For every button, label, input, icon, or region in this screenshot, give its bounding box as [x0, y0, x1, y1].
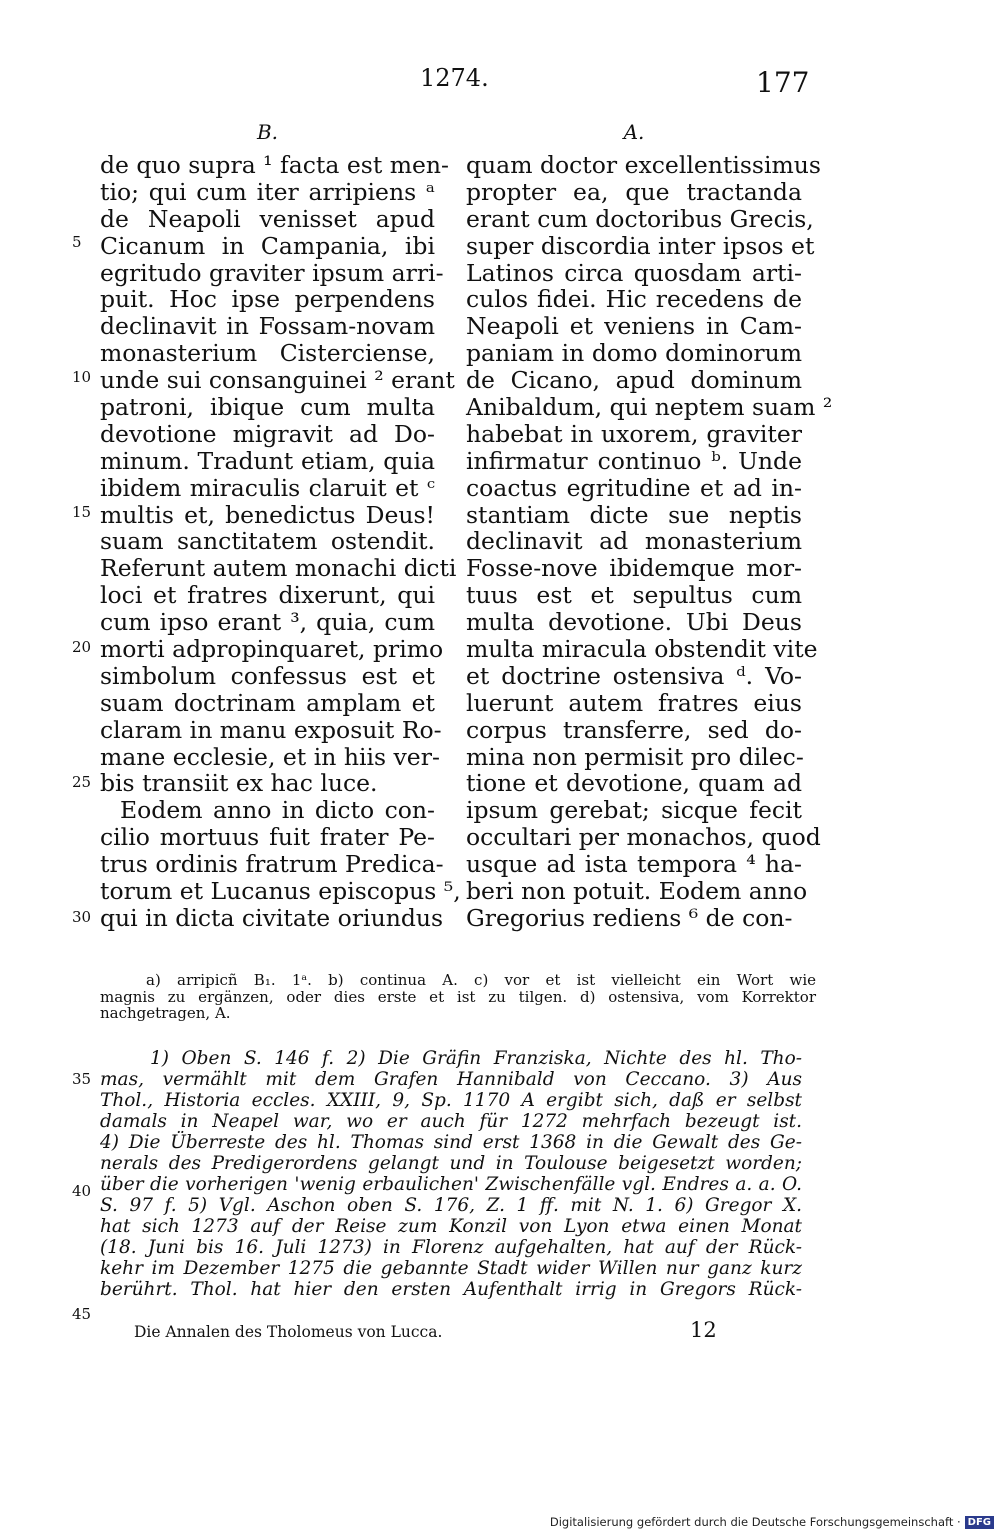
- footnote-line: über die vorherigen 'wenig erbaulichen' Zwischenfälle vgl. Endres a. a. O.: [100, 1174, 802, 1195]
- dfg-logo: DFG: [965, 1516, 994, 1529]
- text-line: ibidem miraculis claruit et ᶜ: [100, 473, 435, 502]
- text-line: devotione migravit ad Do-: [100, 419, 435, 448]
- text-line: propter ea, que tractanda: [466, 177, 802, 206]
- text-line: patroni, ibique cum multa: [100, 393, 435, 422]
- critical-apparatus: [100, 972, 816, 1022]
- text-line: corpus transferre, sed do-: [466, 715, 802, 744]
- text-line: loci et fratres dixerunt, qui: [100, 581, 435, 610]
- digitization-credit: [550, 1515, 994, 1529]
- text-line: suam sanctitatem ostendit.: [100, 527, 435, 556]
- text-line: mane ecclesie, et in hiis ver-: [100, 742, 440, 771]
- line-number: 20: [72, 638, 92, 656]
- text-line: qui in dicta civitate oriundus: [100, 903, 444, 932]
- text-line: suam doctrinam amplam et: [100, 688, 435, 717]
- column-a-text: [466, 151, 833, 932]
- text-line: puit. Hoc ipse perpendens: [100, 285, 435, 314]
- text-line: torum et Lucanus episcopus ⁵,: [100, 877, 461, 906]
- footnote-line: Thol., Historia eccles. XXIII, 9, Sp. 1170 A ergibt sich, daß er selbst: [100, 1090, 802, 1111]
- text-line: ipsum gerebat; sicque fecit: [466, 796, 802, 825]
- line-number: 30: [72, 908, 92, 926]
- line-number: 15: [72, 503, 92, 521]
- line-number: 25: [72, 773, 92, 791]
- text-line: de Cicano, apud dominum: [466, 366, 802, 395]
- text-line: coactus egritudine et ad in-: [466, 473, 802, 502]
- line-number: 35: [72, 1070, 92, 1088]
- text-line: multa miracula obstendit vite: [466, 635, 818, 664]
- book-title-footer: Die Annalen des Tholomeus von Lucca.: [134, 1323, 443, 1341]
- footnote-line: damals in Neapel war, wo er auch für 1272 mehrfach bezeugt ist.: [100, 1111, 802, 1132]
- footnote-line: hat sich 1273 auf der Reise zum Konzil von Lyon etwa einen Monat: [100, 1216, 802, 1237]
- footnotes: [100, 1048, 802, 1300]
- text-line: tione et devotione, quam ad: [466, 769, 802, 798]
- text-line: quam doctor excellentissimus: [466, 151, 821, 179]
- text-line: multa devotione. Ubi Deus: [466, 608, 802, 637]
- text-line: culos fidei. Hic recedens de: [466, 285, 802, 314]
- text-line: declinavit in Fossam-novam: [100, 312, 435, 341]
- column-b-label: B.: [256, 120, 279, 144]
- text-line: Gregorius rediens ⁶ de con-: [466, 903, 793, 932]
- critical-note-line: magnis zu ergänzen, oder dies erste et ist zu tilgen. d) ostensiva, vom Korrektor: [100, 987, 816, 1006]
- text-line: super discordia inter ipsos et: [466, 231, 815, 260]
- text-line: trus ordinis fratrum Predica-: [100, 850, 444, 879]
- text-line: cum ipso erant ³, quia, cum: [100, 608, 435, 637]
- line-number: 5: [72, 233, 82, 251]
- text-line: unde sui consanguinei ² erant: [100, 366, 455, 395]
- column-b-text: [100, 151, 461, 932]
- text-line: claram in manu exposuit Ro-: [100, 715, 442, 744]
- text-line: beri non potuit. Eodem anno: [466, 877, 808, 906]
- text-line: egritudo graviter ipsum arri-: [100, 258, 444, 287]
- footnote-line: 1) Oben S. 146 f. 2) Die Gräfin Franziska, Nichte des hl. Tho-: [150, 1048, 802, 1069]
- column-b: [100, 120, 461, 932]
- text-line: stantiam dicte sue neptis: [466, 500, 802, 529]
- line-number: 40: [72, 1182, 92, 1200]
- column-a: [466, 120, 833, 932]
- dfg-credit-text: Digitalisierung gefördert durch die Deutsche Forschungsgemeinschaft ·: [549, 1515, 961, 1529]
- footnote-line: S. 97 f. 5) Vgl. Aschon oben S. 176, Z. 1 ff. mit N. 1. 6) Gregor X.: [100, 1195, 802, 1216]
- signature-mark: 12: [690, 1318, 717, 1342]
- text-line: Neapoli et veniens in Cam-: [466, 312, 802, 341]
- text-line: multis et, benedictus Deus!: [100, 500, 435, 529]
- text-line: de quo supra ¹ facta est men-: [100, 151, 450, 179]
- running-head-year: 1274.: [420, 64, 489, 92]
- footnote-line: berührt. Thol. hat hier den ersten Aufenthalt irrig in Gregors Rück-: [100, 1279, 802, 1300]
- text-line: tio; qui cum iter arripiens ᵃ: [100, 177, 435, 206]
- text-line: simbolum confessus est et: [100, 661, 435, 690]
- text-line: Anibaldum, qui neptem suam ²: [466, 393, 833, 422]
- footnote-line: nerals des Predigerordens gelangt und in Toulouse beigesetzt worden;: [100, 1153, 802, 1174]
- footnote-line: 4) Die Überreste des hl. Thomas sind erst 1368 in die Gewalt des Ge-: [100, 1132, 802, 1153]
- footnote-line: mas, vermählt mit dem Grafen Hannibald von Ceccano. 3) Aus: [100, 1069, 802, 1090]
- text-line: de Neapoli venisset apud: [100, 204, 435, 233]
- critical-note-line: a) arripicñ B₁. 1ᵃ. b) continua A. c) vor et ist vielleicht ein Wort wie: [146, 971, 816, 989]
- text-line: Fosse-nove ibidemque mor-: [466, 554, 802, 583]
- column-a-label: A.: [623, 120, 645, 144]
- footnote-line: kehr im Dezember 1275 die gebannte Stadt wider Willen nur ganz kurz: [100, 1258, 802, 1279]
- text-line: infirmatur continuo ᵇ. Unde: [466, 446, 802, 475]
- critical-note-line: nachgetragen, A.: [100, 1004, 231, 1022]
- text-line: cilio mortuus fuit frater Pe-: [100, 823, 435, 852]
- text-line: usque ad ista tempora ⁴ ha-: [466, 850, 802, 879]
- text-line: Cicanum in Campania, ibi: [100, 231, 435, 260]
- text-line: Eodem anno in dicto con-: [120, 796, 435, 825]
- text-line: minum. Tradunt etiam, quia: [100, 446, 435, 475]
- text-line: paniam in domo dominorum: [466, 339, 802, 368]
- text-line: et doctrine ostensiva ᵈ. Vo-: [466, 661, 802, 690]
- text-line: declinavit ad monasterium: [466, 527, 802, 556]
- line-number: 10: [72, 368, 92, 386]
- text-line: mina non permisit pro dilec-: [466, 742, 804, 771]
- text-line: habebat in uxorem, graviter: [466, 419, 802, 448]
- text-line: occultari per monachos, quod: [466, 823, 821, 852]
- footnote-line: (18. Juni bis 16. Juli 1273) in Florenz aufgehalten, hat auf der Rück-: [100, 1237, 802, 1258]
- text-line: tuus est et sepultus cum: [466, 581, 802, 610]
- text-line: Latinos circa quosdam arti-: [466, 258, 802, 287]
- text-line: morti adpropinquaret, primo: [100, 635, 444, 664]
- text-line: erant cum doctoribus Grecis,: [466, 204, 814, 233]
- page-number: 177: [756, 66, 810, 99]
- text-line: bis transiit ex hac luce.: [100, 769, 378, 798]
- text-line: luerunt autem fratres eius: [466, 688, 802, 717]
- line-number: 45: [72, 1305, 92, 1323]
- text-line: monasterium Cisterciense,: [100, 339, 435, 368]
- text-line: Referunt autem monachi dicti: [100, 554, 457, 583]
